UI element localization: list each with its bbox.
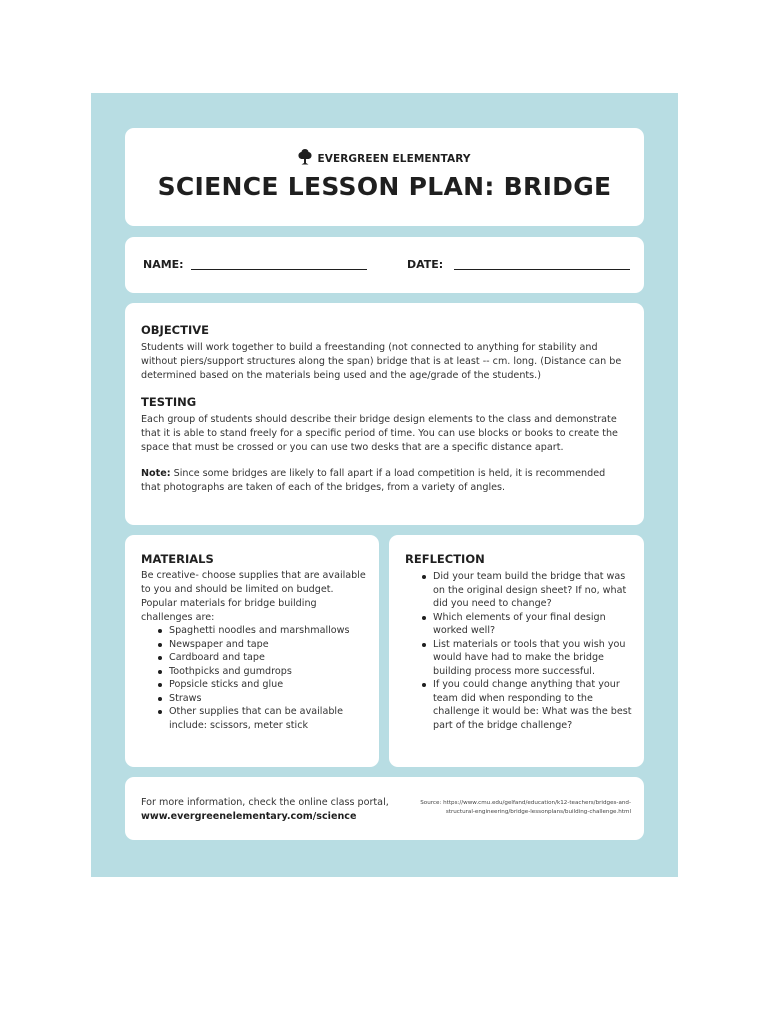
testing-heading: TESTING [141,395,197,409]
materials-intro: Be creative- choose supplies that are available to you and should be limited on budget. Popular materials for bridge building challenges are: [141,570,366,623]
list-item: Newspaper and tape [169,638,369,652]
name-field[interactable] [191,269,367,270]
brand-name: EVERGREEN ELEMENTARY [317,153,471,165]
name-label: NAME: [143,258,184,271]
testing-note [141,467,626,495]
reflection-list [419,570,635,732]
reflection-card [389,535,644,767]
materials-heading: MATERIALS [141,552,214,566]
note-text: Since some bridges are likely to fall apart if a load competition is held, it is recommended that photographs are taken of each of the bridges, from a variety of angles. [141,468,606,493]
materials-list [155,624,369,732]
list-item: List materials or tools that you wish you would have had to make the bridge building process more successful. [433,638,635,679]
portal-link[interactable]: www.evergreenelementary.com/science [141,811,357,822]
school-brand [125,149,644,165]
list-item: Cardboard and tape [169,651,369,665]
materials-card [125,535,379,767]
footer-text: For more information, check the online class portal, [141,797,389,808]
objective-heading: OBJECTIVE [141,323,209,337]
list-item: Popsicle sticks and glue [169,678,369,692]
reflection-heading: REFLECTION [405,552,485,566]
footer-card [125,777,644,840]
list-item: Straws [169,692,369,706]
objective-text: Students will work together to build a freestanding (not connected to anything for stability and without piers/support structures along the span) bridge that is at least -- cm. long. (Distance can be determined based on the materials being used and the age/grade of the students.) [141,342,622,381]
list-item: Spaghetti noodles and marshmallows [169,624,369,638]
tree-icon [298,149,312,165]
list-item: Toothpicks and gumdrops [169,665,369,679]
note-label: Note: [141,468,171,479]
list-item: Which elements of your final design worked well? [433,611,635,638]
date-field[interactable] [454,269,630,270]
lesson-plan-sheet [91,93,678,877]
testing-text: Each group of students should describe their bridge design elements to the class and demonstrate that it is able to stand freely for a specific period of time. You can use blocks or books to create the space that must be crossed or you can use two desks that are a specific distance apart. [141,414,618,453]
date-label: DATE: [407,258,444,271]
list-item: Other supplies that can be available include: scissors, meter stick [169,705,369,732]
source-citation: Source: https://www.cmu.edu/gelfand/education/k12-teachers/bridges-and-structural-engineering/bridge-lessonplans/building-challenge.html [420,800,631,815]
page-title: SCIENCE LESSON PLAN: BRIDGE [157,172,612,201]
header-card [125,128,644,226]
name-date-card [125,237,644,293]
list-item: Did your team build the bridge that was on the original design sheet? If no, what did you need to change? [433,570,635,611]
objective-testing-card [125,303,644,525]
footer-info [141,796,389,824]
list-item: If you could change anything that your team did when responding to the challenge it would be: What was the best part of the bridge challenge? [433,678,635,732]
